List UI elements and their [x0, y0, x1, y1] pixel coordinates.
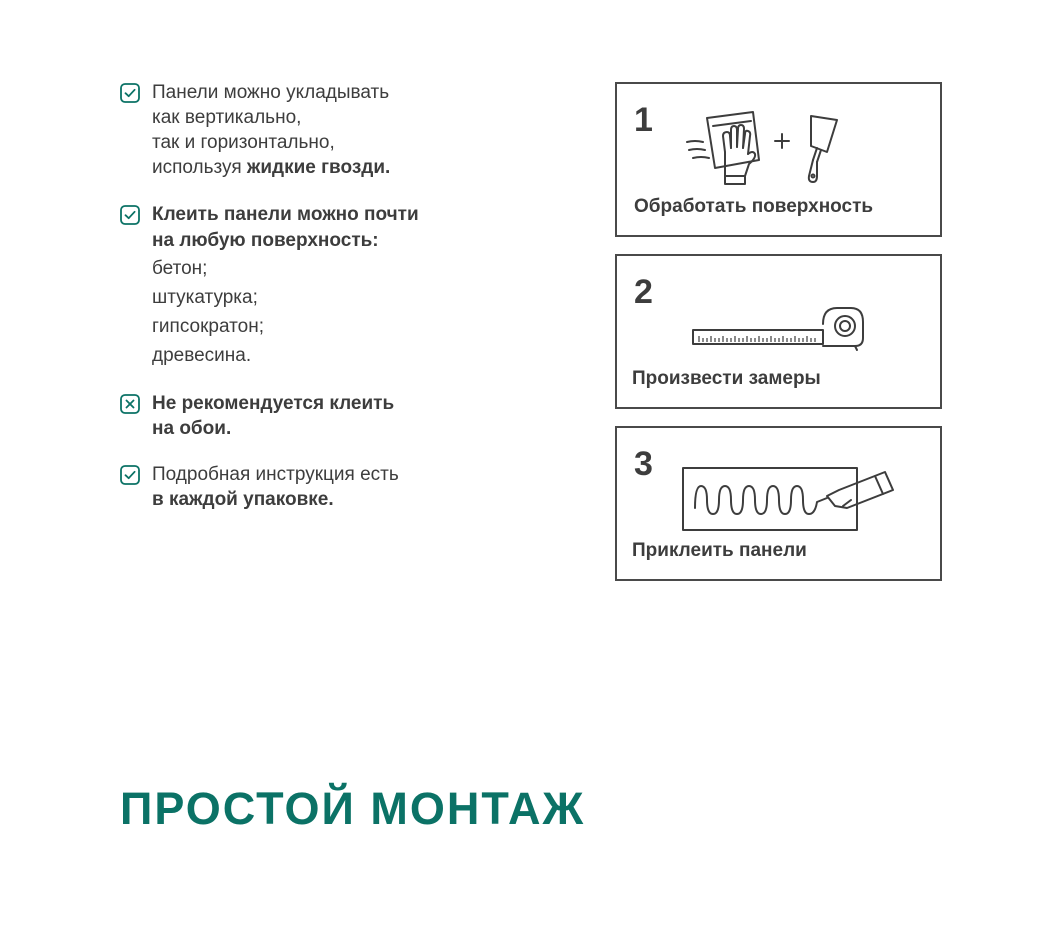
feature-orientation [120, 80, 390, 180]
feature-text [152, 80, 390, 180]
step-number: 1 [634, 101, 653, 139]
step-number: 3 [634, 445, 653, 483]
surface-list [152, 254, 419, 370]
feature-line-prefix: используя [152, 157, 247, 178]
step-card-2 [615, 254, 942, 409]
feature-line: Панели можно укладывать [152, 82, 390, 103]
feature-line: на любую поверхность: [152, 230, 379, 251]
glue-tube-icon [679, 462, 899, 532]
surface-item: гипсократон; [152, 316, 264, 337]
feature-text [152, 462, 399, 512]
step-label: Произвести замеры [632, 368, 821, 389]
feature-line: как вертикально, [152, 107, 302, 128]
step-card-3 [615, 426, 942, 581]
feature-not-recommended [120, 391, 394, 441]
step-number: 2 [634, 273, 653, 311]
feature-line: Не рекомендуется клеить [152, 393, 395, 414]
feature-line: так и горизонтально, [152, 132, 335, 153]
feature-text [152, 202, 419, 370]
cross-icon [120, 394, 140, 414]
checkmark-icon [120, 465, 140, 485]
checkmark-icon [120, 205, 140, 225]
feature-line: на обои. [152, 418, 232, 439]
surface-item: бетон; [152, 258, 208, 279]
glove-cloth-spatula-icon [683, 102, 853, 186]
page-title: ПРОСТОЙ МОНТАЖ [120, 783, 586, 834]
step-label: Приклеить панели [632, 540, 807, 561]
surface-item: штукатурка; [152, 287, 258, 308]
feature-line [152, 155, 390, 180]
feature-text [152, 391, 394, 441]
feature-line: в каждой упаковке. [152, 489, 334, 510]
feature-heading [152, 202, 419, 254]
feature-surfaces [120, 202, 419, 370]
feature-instructions [120, 462, 399, 512]
step-label: Обработать поверхность [634, 196, 874, 217]
liquid-nails-emphasis: жидкие гвозди. [246, 157, 391, 178]
feature-line: Подробная инструкция есть [152, 464, 399, 485]
feature-line: Клеить панели можно почти [152, 204, 419, 225]
step-card-1 [615, 82, 942, 237]
tape-measure-icon [687, 300, 867, 352]
surface-item: древесина. [152, 345, 252, 366]
checkmark-icon [120, 83, 140, 103]
